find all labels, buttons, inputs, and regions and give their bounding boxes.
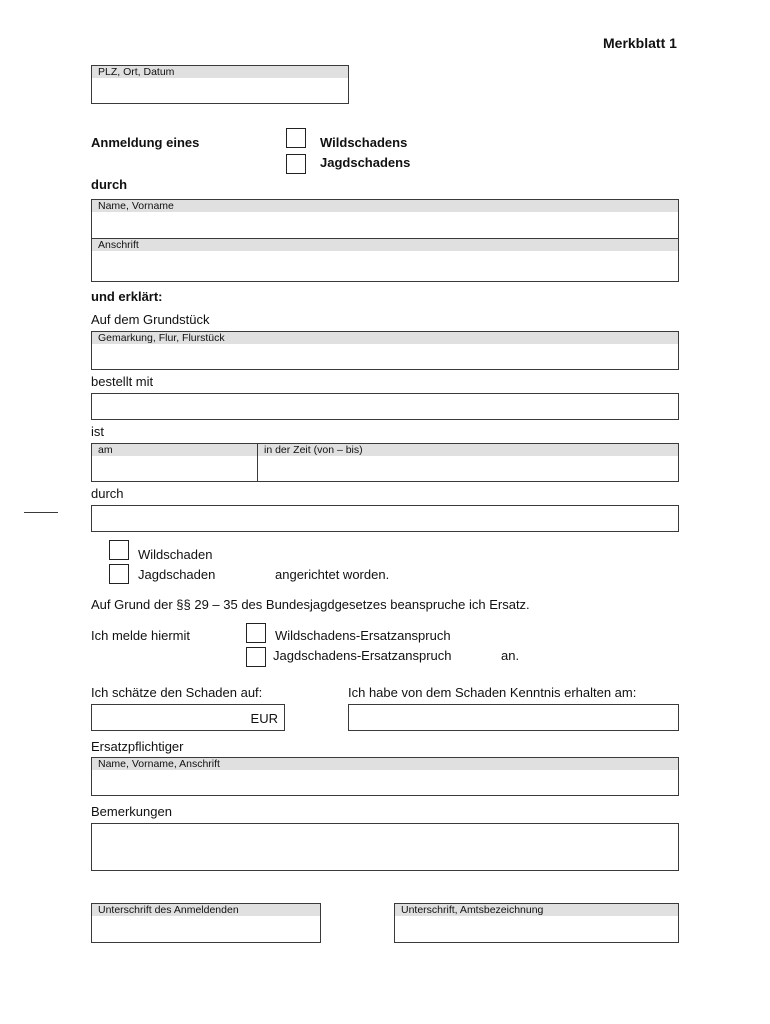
place-date-field[interactable]	[91, 65, 349, 104]
claim-label: Ich melde hiermit	[91, 628, 190, 643]
jagdschaden-label: Jagdschaden	[138, 567, 216, 582]
cause-input[interactable]	[91, 505, 679, 532]
property-label: Auf dem Grundstück	[91, 312, 210, 327]
damage-suffix: angerichtet worden.	[275, 567, 390, 582]
jagdschadens-checkbox[interactable]	[286, 154, 306, 174]
remarks-textarea[interactable]	[91, 823, 679, 871]
official-signature-label: Unterschrift, Amtsbezeichnung	[395, 904, 678, 916]
parcel-value[interactable]	[92, 344, 678, 369]
wildschadens-claim-checkbox[interactable]	[246, 623, 266, 643]
jagdschadens-claim-checkbox[interactable]	[246, 647, 266, 667]
official-signature-field[interactable]	[394, 903, 679, 943]
cause-label: durch	[91, 486, 124, 501]
is-label: ist	[91, 424, 104, 439]
wildschadens-claim-label: Wildschadens-Ersatzanspruch	[275, 628, 451, 643]
parcel-label: Gemarkung, Flur, Flurstück	[92, 332, 678, 344]
jagdschaden-checkbox[interactable]	[109, 564, 129, 584]
declares-heading: und erklärt:	[91, 289, 163, 304]
place-date-value[interactable]	[92, 78, 348, 103]
claim-suffix: an.	[501, 648, 520, 663]
applicant-signature-field[interactable]	[91, 903, 321, 943]
knowledge-date-input[interactable]	[348, 704, 679, 731]
applicant-address-label: Anschrift	[92, 239, 678, 251]
applicant-name-input[interactable]	[92, 212, 678, 238]
liable-label: Name, Vorname, Anschrift	[92, 758, 678, 770]
wildschaden-label: Wildschaden	[138, 547, 213, 562]
period-input[interactable]	[258, 456, 678, 481]
place-date-label: PLZ, Ort, Datum	[92, 66, 348, 78]
estimate-label: Ich schätze den Schaden auf:	[91, 685, 263, 700]
date-label: am	[92, 444, 257, 456]
applicant-name-label: Name, Vorname	[92, 200, 678, 212]
applicant-signature-label: Unterschrift des Anmeldenden	[92, 904, 320, 916]
wildschadens-label: Wildschadens	[320, 135, 408, 150]
wildschadens-checkbox[interactable]	[286, 128, 306, 148]
registration-by-label: durch	[91, 177, 128, 192]
page-title: Merkblatt 1	[603, 35, 677, 51]
date-period-box	[91, 443, 679, 482]
registration-heading: Anmeldung eines	[91, 135, 200, 150]
currency-label: EUR	[250, 711, 278, 726]
jagdschadens-claim-label: Jagdschadens-Ersatzanspruch	[273, 648, 452, 663]
remarks-heading: Bemerkungen	[91, 804, 172, 819]
fold-mark	[24, 512, 58, 513]
wildschaden-checkbox[interactable]	[109, 540, 129, 560]
liable-value[interactable]	[92, 770, 678, 795]
estimate-input[interactable]	[91, 704, 285, 731]
crop-label: bestellt mit	[91, 374, 154, 389]
liable-field[interactable]	[91, 757, 679, 796]
crop-input[interactable]	[91, 393, 679, 420]
applicant-box	[91, 199, 679, 282]
applicant-address-input[interactable]	[92, 251, 678, 281]
legal-text: Auf Grund der §§ 29 – 35 des Bundesjagdgesetzes beanspruche ich Ersatz.	[91, 597, 530, 612]
knowledge-label: Ich habe von dem Schaden Kenntnis erhalten am:	[348, 685, 637, 700]
parcel-field[interactable]	[91, 331, 679, 370]
jagdschadens-label: Jagdschadens	[320, 155, 411, 170]
date-input[interactable]	[92, 456, 257, 481]
liable-heading: Ersatzpflichtiger	[91, 739, 184, 754]
period-label: in der Zeit (von – bis)	[258, 444, 678, 456]
